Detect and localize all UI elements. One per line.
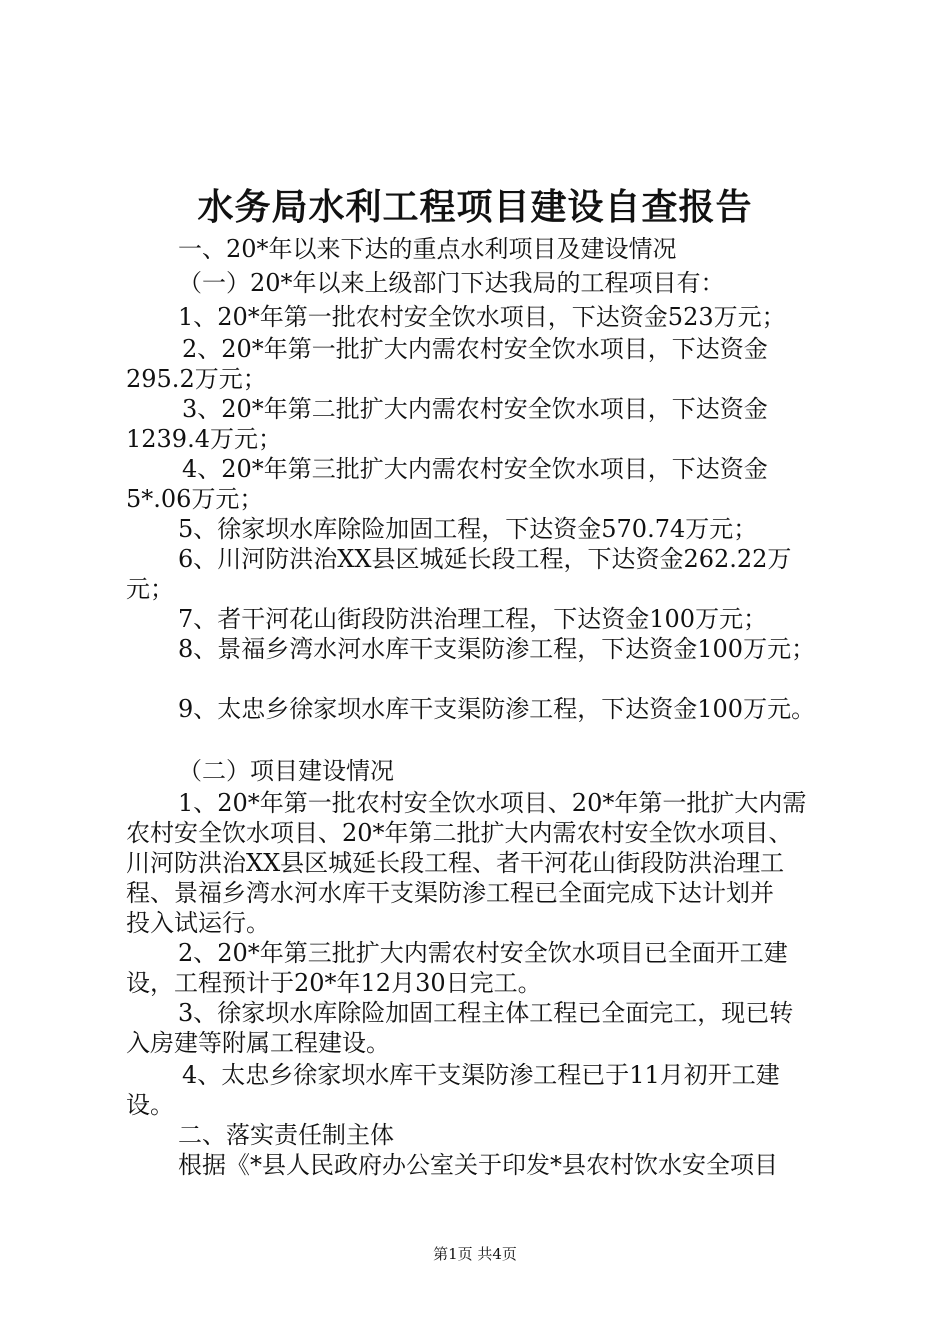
document-title: 水务局水利工程项目建设自查报告 — [197, 186, 753, 228]
section-heading: 二、落实责任制主体 — [178, 1121, 394, 1149]
body-line: 2、20*年第三批扩大内需农村安全饮水项目已全面开工建 — [178, 939, 788, 967]
body-line: 设，工程预计于20*年12月30日完工。 — [126, 969, 542, 997]
subsection-heading: （一）20*年以来上级部门下达我局的工程项目有： — [178, 269, 725, 297]
body-line: 1239.4万元； — [126, 425, 282, 453]
body-line: 3、20*年第二批扩大内需农村安全饮水项目，下达资金 — [182, 395, 768, 423]
body-line: 1、20*年第一批农村安全饮水项目、20*年第一批扩大内需 — [178, 789, 807, 817]
body-line: 4、20*年第三批扩大内需农村安全饮水项目，下达资金 — [182, 455, 768, 483]
page-footer: 第1页 共4页 — [433, 1245, 517, 1263]
body-line: 元； — [126, 575, 174, 603]
body-line: 程、景福乡湾水河水库干支渠防渗工程已全面完成下达计划并 — [126, 879, 774, 907]
body-line: 投入试运行。 — [126, 909, 270, 937]
body-line: 川河防洪治XX县区城延长段工程、者干河花山街段防洪治理工 — [126, 849, 785, 877]
body-line: 根据《*县人民政府办公室关于印发*县农村饮水安全项目 — [178, 1151, 778, 1179]
body-line: 5、徐家坝水库除险加固工程，下达资金570.74万元； — [178, 515, 758, 543]
body-line: 3、徐家坝水库除险加固工程主体工程已全面完工，现已转 — [178, 999, 794, 1027]
body-line: 设。 — [126, 1091, 174, 1119]
body-line: 4、太忠乡徐家坝水库干支渠防渗工程已于11月初开工建 — [182, 1061, 780, 1089]
body-line: 8、景福乡湾水河水库干支渠防渗工程，下达资金100万元； — [178, 635, 816, 663]
body-line: 2、20*年第一批扩大内需农村安全饮水项目，下达资金 — [182, 335, 768, 363]
body-line: 7、者干河花山街段防洪治理工程，下达资金100万元； — [178, 605, 768, 633]
body-line: 农村安全饮水项目、20*年第二批扩大内需农村安全饮水项目、 — [126, 819, 793, 847]
section-heading: 一、20*年以来下达的重点水利项目及建设情况 — [178, 235, 677, 263]
body-line: 295.2万元； — [126, 365, 267, 393]
body-line: 6、川河防洪治XX县区城延长段工程，下达资金262.22万 — [178, 545, 792, 573]
body-line: 9、太忠乡徐家坝水库干支渠防渗工程，下达资金100万元。 — [178, 695, 816, 723]
subsection-heading: （二）项目建设情况 — [178, 757, 394, 785]
body-line: 1、20*年第一批农村安全饮水项目，下达资金523万元； — [178, 303, 786, 331]
body-line: 5*.06万元； — [126, 485, 264, 513]
body-line: 入房建等附属工程建设。 — [126, 1029, 390, 1057]
